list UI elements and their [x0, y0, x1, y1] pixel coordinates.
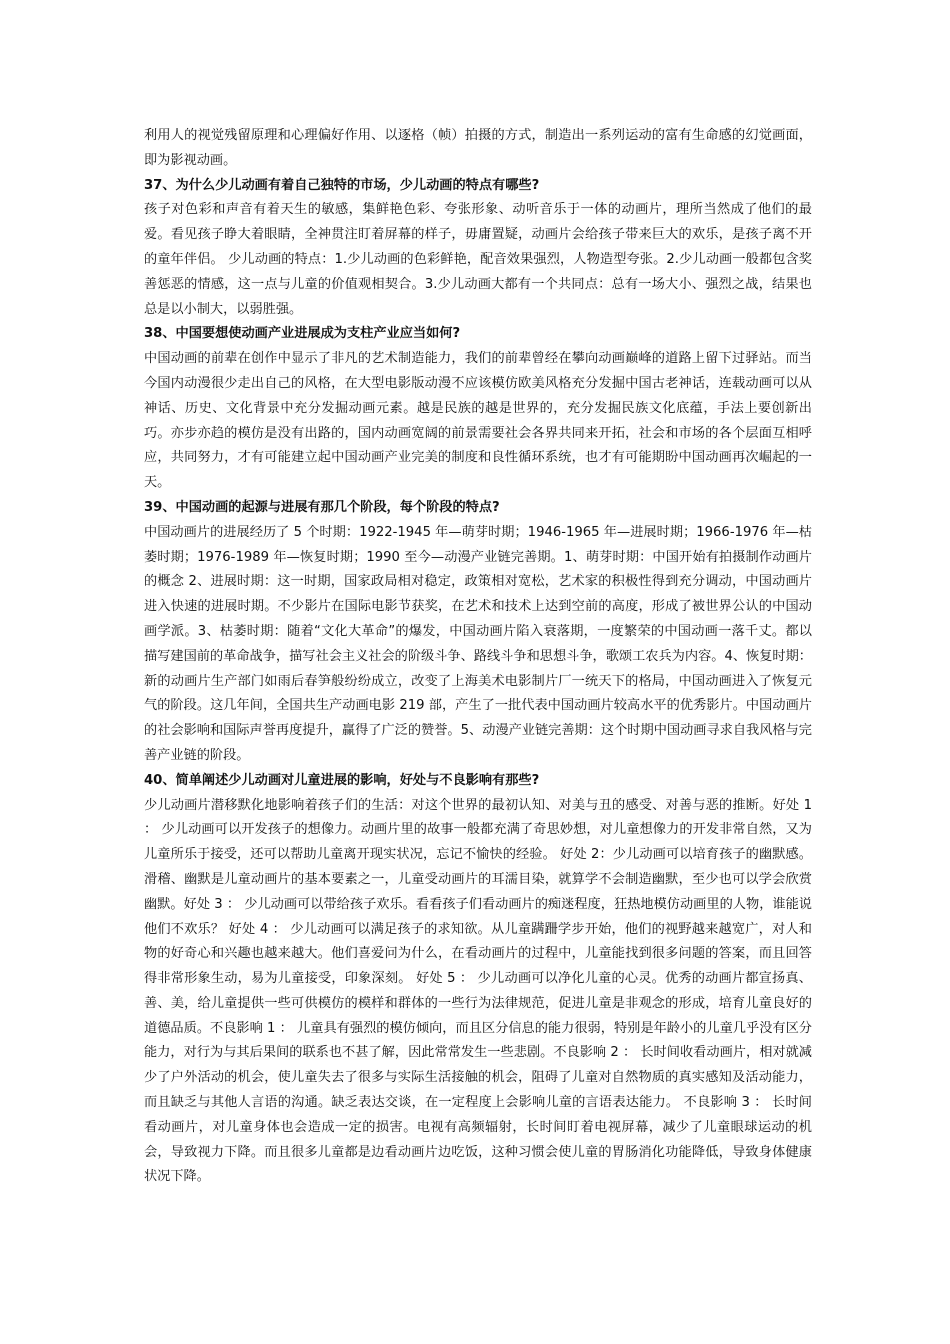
answer-38-paragraph: 中国动画的前辈在创作中显示了非凡的艺术制造能力，我们的前辈曾经在攀向动画巅峰的道路上留下过驿站。而当今国内动漫很少走出自己的风格，在大型电影版动漫不应该模仿欧美风格充分发掘中国古老神话，连载动画可以从神话、历史、文化背景中充分发掘动画元素。越是民族的越是世界的，充分发掘民族文化底蕴，手法上要创新出巧。亦步亦趋的模仿是没有出路的，国内动画宽阔的前景需要社会各界共同来开拓，社会和市场的各个层面互相呼应，共同努力，才有可能建立起中国动画产业完美的制度和良性循环系统，也才有可能期盼中国动画再次崛起的一天。	[144, 351, 812, 491]
document-body	[144, 124, 812, 1190]
answer-37-paragraph: 孩子对色彩和声音有着天生的敏感，集鲜艳色彩、夸张形象、动听音乐于一体的动画片，理所当然成了他们的最爱。看见孩子睁大着眼睛，全神贯注盯着屏幕的样子，毋庸置疑，动画片会给孩子带来巨大的欢乐，是孩子离不开的童年伴侣。 少儿动画的特点：1.少儿动画的色彩鲜艳，配音效果强烈，人物造型夸张。2.少儿动画一般都包含奖善惩恶的情感，这一点与儿童的价值观相契合。3.少儿动画大都有一个共同点：总有一场大小、强烈之战，结果也总是以小制大，以弱胜强。	[144, 202, 812, 317]
answer-40-paragraph: 少儿动画片潜移默化地影响着孩子们的生活：对这个世界的最初认知、对美与丑的感受、对善与恶的推断。好处 1 ： 少儿动画可以开发孩子的想像力。动画片里的故事一般都充满了奇思妙想，对儿童想像力的开发非常自然，又为儿童所乐于接受，还可以帮助儿童离开现实状况，忘记不愉快的经验。 好处 2：少儿动画可以培育孩子的幽默感。滑稽、幽默是儿童动画片的基本要素之一，儿童受动画片的耳濡目染，就算学不会制造幽默，至少也可以学会欣赏幽默。好处 3 ： 少儿动画可以带给孩子欢乐。看看孩子们看动画片的痴迷程度，狂热地模仿动画里的人物，谁能说他们不欢乐？ 好处 4 ： 少儿动画可以满足孩子的求知欲。从儿童蹒跚学步开始，他们的视野越来越宽广，对人和物的好奇心和兴趣也越来越大。他们喜爱问为什么，在看动画片的过程中，儿童能找到很多问题的答案，而且回答得非常形象生动，易为儿童接受，印象深刻。 好处 5 ： 少儿动画可以净化儿童的心灵。优秀的动画片都宣扬真、善、美，给儿童提供一些可供模仿的模样和群体的一些行为法律规范，促进儿童是非观念的形成，培育儿童良好的道德品质。不良影响 1 ： 儿童具有强烈的模仿倾向，而且区分信息的能力很弱，特别是年龄小的儿童几乎没有区分能力，对行为与其后果间的联系也不甚了解，因此常常发生一些悲剧。不良影响 2 ： 长时间收看动画片，相对就减少了户外活动的机会，使儿童失去了很多与实际生活接触的机会，阻碍了儿童对自然物质的真实感知及活动能力，而且缺乏与其他人言语的沟通。缺乏表达交谈，在一定程度上会影响儿童的言语表达能力。 不良影响 3 ： 长时间看动画片，对儿童身体也会造成一定的损害。电视有高频辐射，长时间盯着电视屏幕，减少了儿童眼球运动的机会，导致视力下降。而且很多儿童都是边看动画片边吃饭，这种习惯会使儿童的胃肠消化功能降低，导致身体健康状况下降。	[144, 797, 812, 1185]
question-40-heading: 40、简单阐述少儿动画对儿童进展的影响，好处与不良影响有那些?	[144, 772, 540, 788]
question-38-heading: 38、中国要想使动画产业进展成为支柱产业应当如何?	[144, 326, 461, 342]
answer-39-paragraph: 中国动画片的进展经历了 5 个时期：1922-1945 年—萌芽时期；1946-1965 年—进展时期；1966-1976 年—枯萎时期；1976-1989 年—恢复时期；1990 至今—动漫产业链完善期。1、萌芽时期：中国开始有拍摄制作动画片的概念 2、进展时期：这一时期，国家政局相对稳定，政策相对宽松，艺术家的积极性得到充分调动，中国动画片进入快速的进展时期。不少影片在国际电影节获奖，在艺术和技术上达到空前的高度，形成了被世界公认的中国动画学派。3、枯萎时期：随着“文化大革命”的爆发，中国动画片陷入衰落期，一度繁荣的中国动画一落千丈。都以描写建国前的革命战争，描写社会主义社会的阶级斗争、路线斗争和思想斗争，歌颂工农兵为内容。4、恢复时期：新的动画片生产部门如雨后春笋般纷纷成立，改变了上海美术电影制片厂一统天下的格局，中国动画进入了恢复元气的阶段。这几年间，全国共生产动画电影 219 部，产生了一批代表中国动画片较高水平的优秀影片。中国动画片的社会影响和国际声誉再度提升，赢得了广泛的赞誉。5、动漫产业链完善期：这个时期中国动画寻求自我风格与完善产业链的阶段。	[144, 524, 812, 763]
question-37-heading: 37、为什么少儿动画有着自己独特的市场，少儿动画的特点有哪些?	[144, 177, 540, 193]
intro-paragraph: 利用人的视觉残留原理和心理偏好作用、以逐格（帧）拍摄的方式，制造出一系列运动的富有生命感的幻觉画面，即为影视动画。	[144, 128, 812, 168]
question-39-heading: 39、中国动画的起源与进展有那几个阶段，每个阶段的特点?	[144, 499, 500, 515]
